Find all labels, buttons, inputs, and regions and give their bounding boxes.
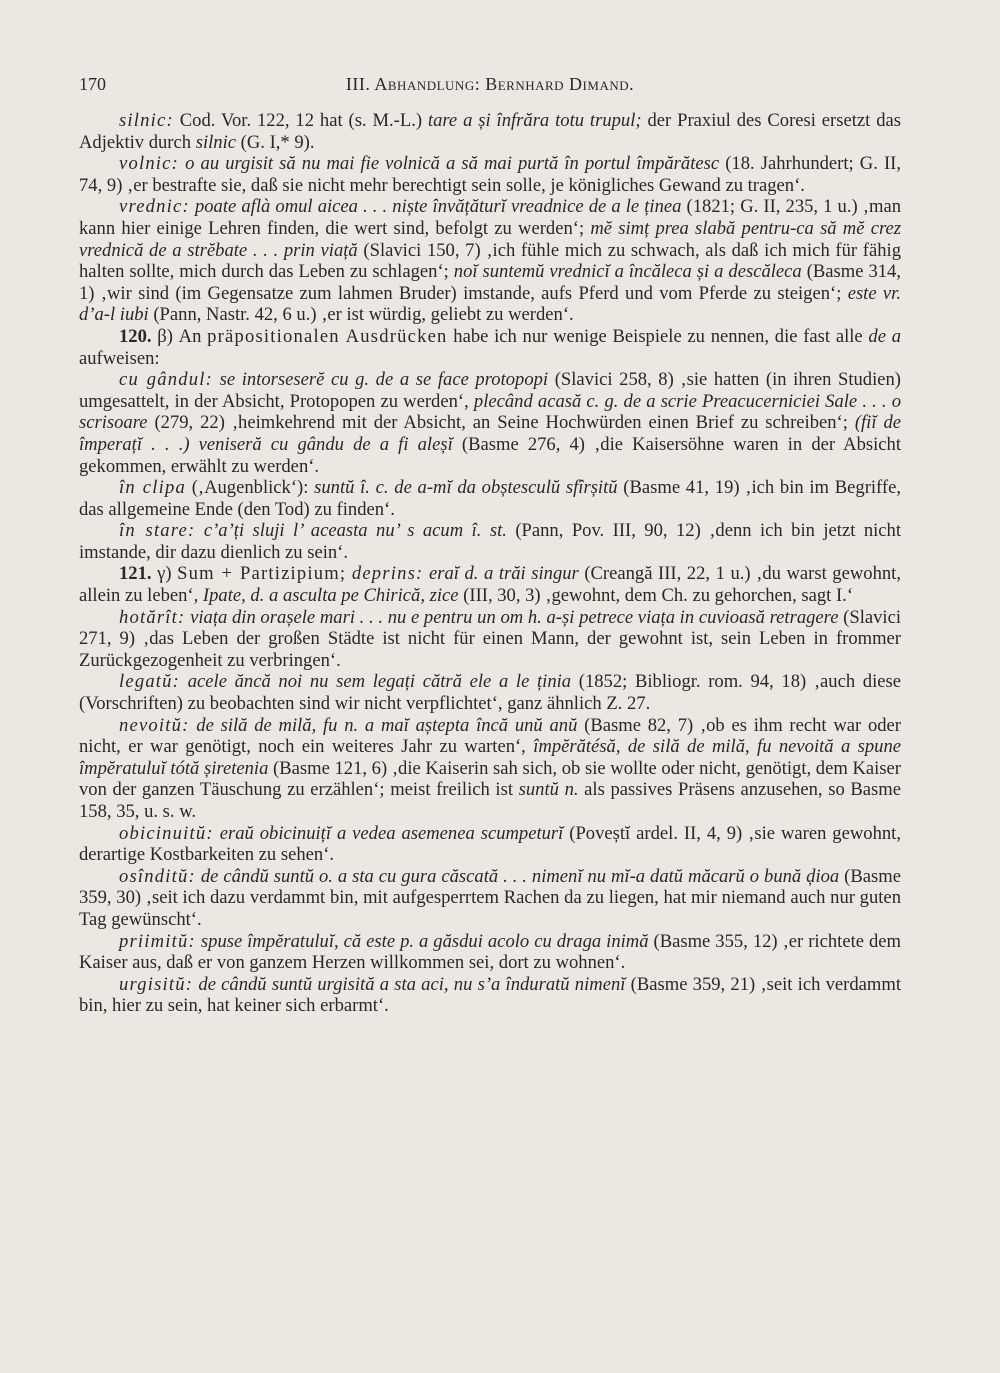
text-run: (1821; G. II, 235, 1 u.) ‚man kann hier einige Lehren finden, die wert sind, befolgt zu werden‘; bbox=[79, 196, 902, 239]
italic-text: de a bbox=[868, 325, 901, 347]
italic-text: suntŭ n. bbox=[518, 779, 579, 801]
italic-text: obicinuitŭ: bbox=[119, 822, 214, 844]
text-run: Sum + Partizipium; bbox=[177, 563, 347, 585]
section-number: 120. bbox=[119, 325, 152, 347]
italic-text: urgisitŭ: bbox=[119, 973, 194, 995]
paragraph bbox=[79, 477, 901, 520]
paragraph bbox=[79, 823, 901, 866]
page-header bbox=[79, 74, 901, 98]
italic-text: Ipate, d. a asculta pe Chirică, zice bbox=[202, 585, 459, 607]
text-run: (Basme 82, 7) ‚ob es ihm recht war oder nicht, er war genötigt, noch ein weiteres Jahr zu warten‘, bbox=[79, 714, 901, 758]
italic-text: deprins: bbox=[351, 563, 424, 585]
italic-text: în stare: bbox=[119, 520, 196, 542]
text-run: (Basme 355, 12) ‚er richtete dem Kaiser aus, daß er von ganzem Herzen willkommen sei, dort zu wohnen‘. bbox=[79, 930, 901, 974]
italic-text: tare a și înfrăra totu trupul; bbox=[427, 110, 642, 131]
text-run: (Slavici 258, 8) ‚sie hatten (in ihren Studien) umgesattelt, in der Absicht, Protopopen zu werden‘, bbox=[79, 369, 901, 412]
text-run: (Basme 121, 6) ‚die Kaiserin sah sich, ob sie wollte oder nicht, genötigt, dem Kaiser von der ganzen Täuschung zu erzählen‘; meist freilich ist bbox=[79, 757, 901, 801]
text-run: (Basme 359, 30) ‚seit ich dazu verdammt bin, mit aufgesperrtem Rachen da zu liegen, hat mir niemand auch nur guten Tag gewünscht‘. bbox=[79, 865, 901, 930]
text-run: (Slavici 150, 7) ‚ich fühle mich zu schwach, als daß ich mich für fähig halten sollte, mich durch das Leben zu schlagen‘; bbox=[79, 239, 901, 283]
italic-text: c’a’ți sluji l’ aceasta nu’ s acum î. st. bbox=[195, 520, 507, 542]
paragraph bbox=[79, 369, 901, 477]
italic-text: legatŭ: bbox=[119, 671, 181, 693]
italic-text: eraĭ d. a trăi singur bbox=[423, 563, 579, 585]
italic-text: (fiĭ de împerațĭ . . .) veniseră cu gându de a fi aleșĭ bbox=[79, 412, 901, 455]
text-run: (Creangă III, 22, 1 u.) ‚du warst gewohnt, allein zu leben‘, bbox=[79, 563, 901, 607]
section-number: 121. bbox=[119, 563, 152, 585]
italic-text: noĭ suntemŭ vrednicĭ a încăleca și a descăleca bbox=[453, 261, 802, 283]
text-run: β) An bbox=[151, 325, 208, 347]
italic-text: poate aflà omul aicea . . . niște învățăturĭ vreadnice de a le ținea bbox=[189, 196, 682, 218]
body-text bbox=[79, 110, 901, 1017]
text-run: Cod. Vor. 122, 12 hat (s. M.-L.) bbox=[173, 110, 428, 131]
text-run: (Slavici 271, 9) ‚das Leben der großen Städte ist nicht für einen Mann, der gewohnt ist, sein Leben in frommer Zurückgezogenheit zu verbringen‘. bbox=[79, 606, 901, 671]
italic-text: eraŭ obicinuițĭ a vedea asemenea scumpeturĭ bbox=[213, 822, 564, 844]
italic-text: suntŭ î. c. de a-mĭ da obștesculŭ sfîrșitŭ bbox=[314, 477, 618, 499]
italic-text: mĕ simț prea slabă pentru-ca să mĕ crez vrednică de a strĕbate . . . prin viață bbox=[79, 217, 901, 261]
italic-text: silnic bbox=[195, 131, 236, 153]
page-number: 170 bbox=[79, 74, 106, 94]
text-run: aufweisen: bbox=[79, 347, 160, 369]
text-run: (G. I,* 9). bbox=[236, 131, 315, 153]
paragraph bbox=[79, 110, 901, 153]
italic-text: în clipa bbox=[119, 477, 186, 499]
italic-text: acele ăncă noi nu sem legați cătră ele a le ținia bbox=[180, 671, 572, 693]
paragraph bbox=[79, 563, 901, 606]
paragraph bbox=[79, 671, 901, 714]
text-run: (Basme 276, 4) ‚die Kaisersöhne waren in der Absicht gekommen, erwählt zu werden‘. bbox=[79, 433, 902, 477]
paragraph bbox=[79, 153, 901, 196]
italic-text: osînditŭ: bbox=[119, 865, 196, 887]
text-run: präpositionalen Ausdrücken bbox=[207, 325, 448, 347]
italic-text: împĕrătésă, de silă de milă, fu nevoită a spune împĕratuluĭ tótă șiretenia bbox=[79, 736, 902, 779]
italic-text: se intorseserĕ cu g. de a se face protopopi bbox=[213, 369, 549, 391]
italic-text: priimitŭ: bbox=[119, 930, 196, 952]
text-run: (Pann, Pov. III, 90, 12) ‚denn ich bin jetzt nicht imstande, dir dazu dienlich zu sein‘. bbox=[79, 520, 901, 563]
italic-text: de cândŭ suntŭ o. a sta cu gura căscată . . . nimenĭ nu mĭ-a datŭ măcarŭ o bună ḑioa bbox=[195, 865, 840, 887]
paragraph bbox=[79, 974, 901, 1017]
text-run: (‚Augenblick‘): bbox=[185, 477, 315, 499]
text-run: der Praxiul des Coresi ersetzt das Adjektiv durch bbox=[79, 110, 901, 153]
italic-text: de cândŭ suntŭ urgisită a sta aci, nu s’a înduratŭ nimenĭ bbox=[193, 973, 626, 995]
text-run: (Basme 41, 19) ‚ich bin im Begriffe, das allgemeine Ende (den Tod) zu finden‘. bbox=[79, 477, 901, 520]
italic-text: nevoitŭ: bbox=[119, 714, 190, 736]
italic-text: plecând acasă c. g. de a scrie Preacucerniciei Sale . . . o scrisoare bbox=[79, 390, 901, 434]
paragraph bbox=[79, 931, 901, 974]
paragraph bbox=[79, 326, 901, 369]
paragraph bbox=[79, 607, 901, 672]
running-title: III. Abhandlung: Bernhard Dimand. bbox=[345, 74, 635, 94]
italic-text: silnic: bbox=[119, 110, 174, 131]
italic-text: spuse împĕratuluĭ, că este p. a găsdui acolo cu draga inimă bbox=[195, 930, 649, 952]
text-run: (279, 22) ‚heimkehrend mit der Absicht, an Seine Hochwürden einen Brief zu schreiben‘; bbox=[147, 412, 855, 434]
italic-text: este vr. d’a-l iubi bbox=[79, 282, 901, 326]
text-run: (Basme 359, 21) ‚seit ich verdammt bin, hier zu sein, hat keiner sich erbarmt‘. bbox=[79, 973, 901, 1017]
italic-text: volnic: bbox=[119, 153, 180, 175]
italic-text: hotărît: bbox=[119, 606, 186, 628]
paragraph bbox=[79, 196, 901, 326]
text-run: (1852; Bibliogr. rom. 94, 18) ‚auch diese (Vorschriften) zu beobachten sind wir nicht verpflichtet‘, ganz ähnlich Z. 27. bbox=[79, 671, 902, 715]
italic-text: viața din orașele mari . . . nu e pentru un om h. a-și petrece viața in cuvioasă retragere bbox=[185, 606, 839, 628]
italic-text: o au urgisit să nu mai fie volnică a să mai purtă în portul împărătesc bbox=[179, 153, 720, 175]
text-run: (18. Jahrhundert; G. II, 74, 9) ‚er bestrafte sie, daß sie nicht mehr berechtigt sein solle, je königliches Gewand zu tragen‘. bbox=[79, 153, 901, 196]
italic-text: cu gândul: bbox=[119, 369, 214, 391]
text-run: (Basme 314, 1) ‚wir sind (im Gegensatze zum lahmen Bruder) imstande, aufs Pferd und vom Pferde zu steigen‘; bbox=[79, 261, 901, 304]
text-run: habe ich nur wenige Beispiele zu nennen, die fast alle bbox=[447, 325, 869, 347]
italic-text: vrednic: bbox=[119, 196, 190, 218]
paragraph bbox=[79, 520, 901, 563]
text-run: als passives Präsens anzusehen, so Basme 158, 35, u. s. w. bbox=[79, 779, 901, 822]
text-run: (III, 30, 3) ‚gewohnt, dem Ch. zu gehorchen, sagt I.‘ bbox=[458, 585, 854, 607]
paragraph bbox=[79, 866, 901, 931]
text-run: (Poveștĭ ardel. II, 4, 9) ‚sie waren gewohnt, derartige Kostbarkeiten zu sehen‘. bbox=[79, 822, 901, 866]
italic-text: de silă de milă, fu n. a maĭ aștepta încă unŭ anŭ bbox=[189, 714, 578, 736]
text-run: γ) bbox=[151, 563, 178, 585]
text-run: (Pann, Nastr. 42, 6 u.) ‚er ist würdig, geliebt zu werden‘. bbox=[148, 304, 574, 326]
paragraph bbox=[79, 715, 901, 823]
